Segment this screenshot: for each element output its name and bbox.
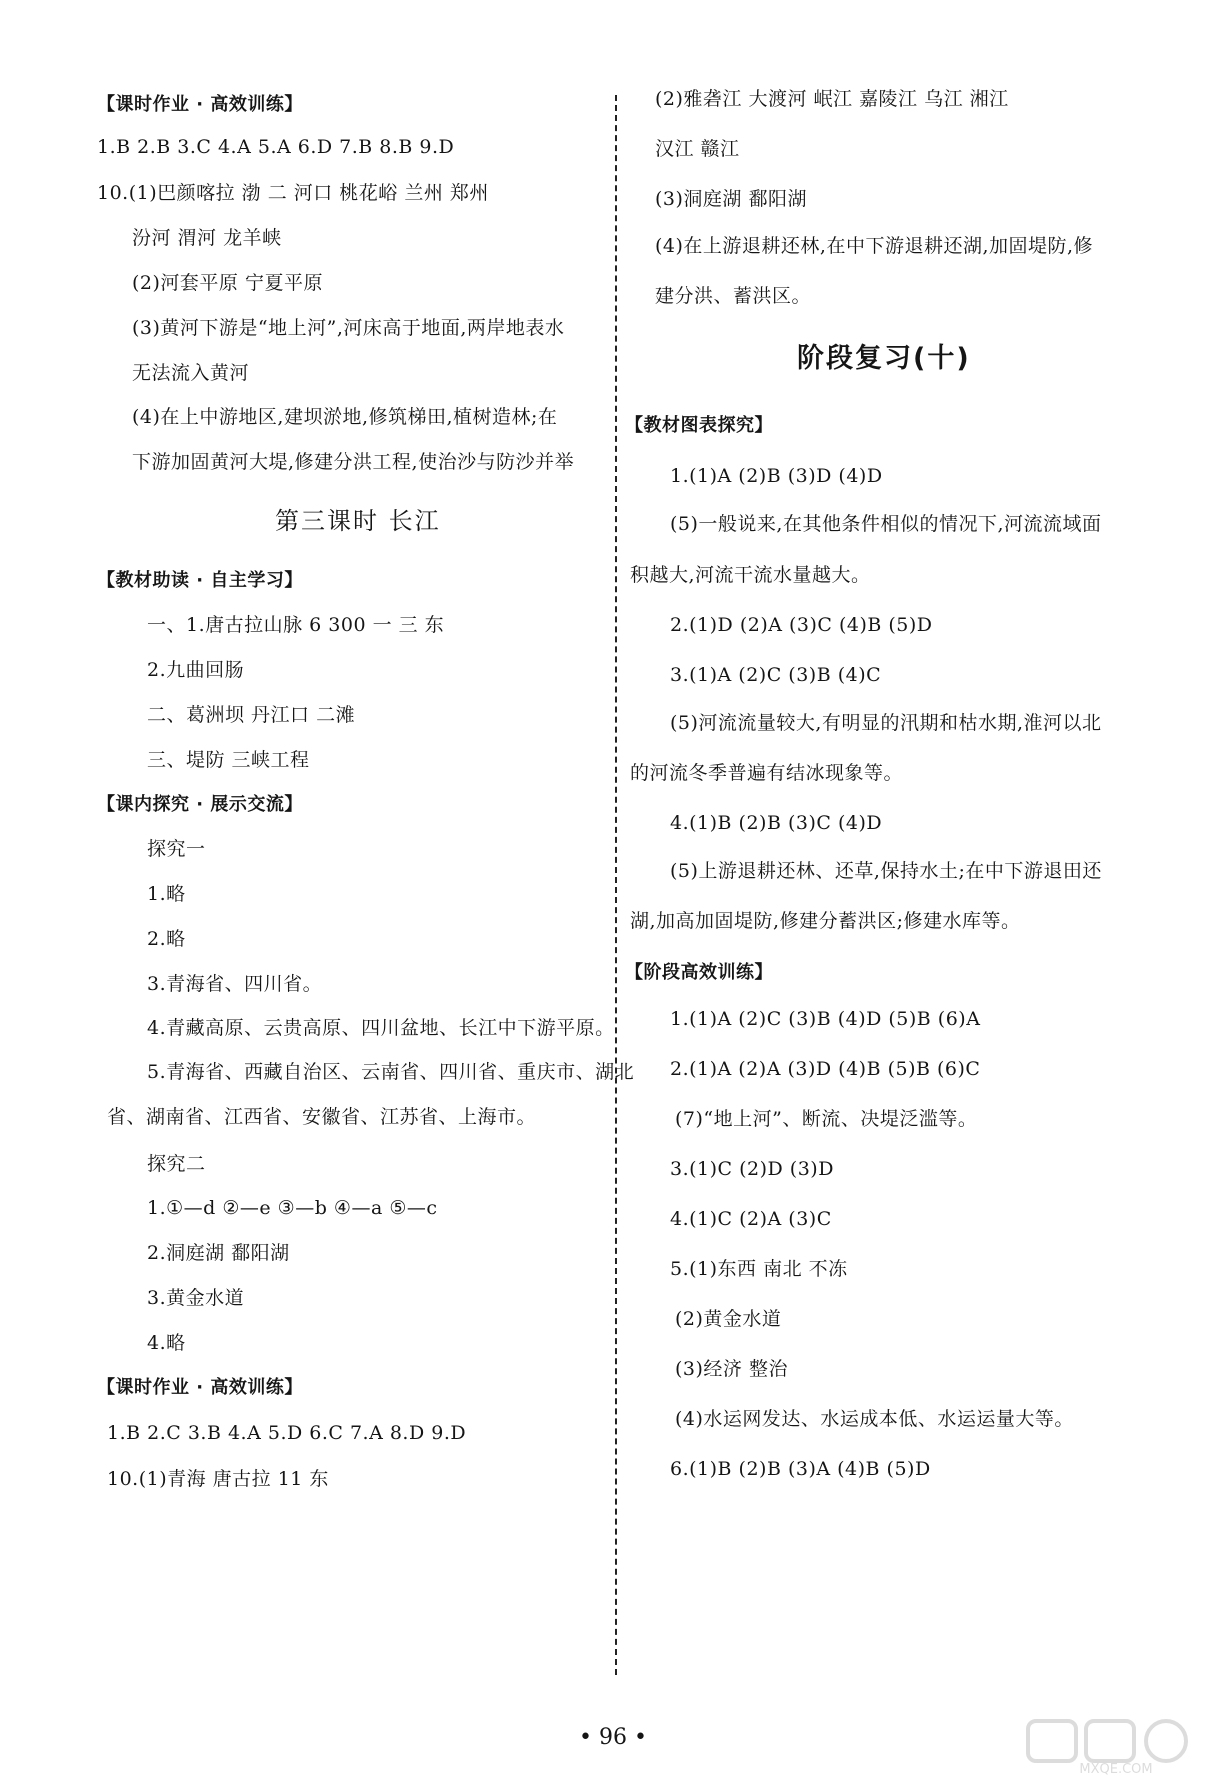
lesson-title: 第三课时 长江 [275, 507, 441, 535]
answer-line: 1.(1)A (2)C (3)B (4)D (5)B (6)A [670, 1008, 981, 1030]
answer-line: (4)水运网发达、水运成本低、水运运量大等。 [675, 1408, 1074, 1430]
answer-line: 2.(1)D (2)A (3)C (4)B (5)D [670, 614, 933, 636]
answer-line: 二、葛洲坝 丹江口 二滩 [147, 704, 356, 726]
answer-line: 下游加固黄河大堤,修建分洪工程,使治沙与防沙并举 [132, 451, 575, 473]
answer-line: 3.黄金水道 [147, 1287, 245, 1309]
answer-line: 3.(1)C (2)D (3)D [670, 1158, 834, 1180]
answer-line: 湖,加高加固堤防,修建分蓄洪区;修建水库等。 [630, 910, 1021, 932]
answer-line: 3.(1)A (2)C (3)B (4)C [670, 664, 882, 686]
answer-line: 4.青藏高原、云贵高原、四川盆地、长江中下游平原。 [147, 1017, 615, 1039]
answer-line: 汾河 渭河 龙羊峡 [132, 227, 282, 249]
answer-line: 4.(1)B (2)B (3)C (4)D [670, 812, 883, 834]
answer-line: (7)“地上河”、断流、决堤泛滥等。 [675, 1108, 978, 1130]
answer-line: 10.(1)巴颜喀拉 渤 二 河口 桃花峪 兰州 郑州 [97, 182, 489, 204]
subheading: 探究一 [147, 838, 206, 860]
answer-line: 省、湖南省、江西省、安徽省、江苏省、上海市。 [107, 1106, 537, 1128]
section-header-reading: 【教材助读 · 自主学习】 [97, 570, 303, 591]
answer-line: (4)在上中游地区,建坝淤地,修筑梯田,植树造林;在 [132, 406, 558, 428]
answer-line: 的河流冬季普遍有结冰现象等。 [630, 762, 904, 784]
answer-line: (5)一般说来,在其他条件相似的情况下,河流流域面 [670, 513, 1102, 535]
answer-line: 汉江 赣江 [655, 138, 740, 160]
answer-line: 6.(1)B (2)B (3)A (4)B (5)D [670, 1458, 931, 1480]
answer-line: 无法流入黄河 [132, 362, 250, 384]
answer-line: 建分洪、蓄洪区。 [655, 285, 812, 307]
answer-line: 10.(1)青海 唐古拉 11 东 [107, 1468, 329, 1490]
section-header-homework: 【课时作业 · 高效训练】 [97, 1377, 303, 1398]
answer-line: (3)黄河下游是“地上河”,河床高于地面,两岸地表水 [132, 317, 565, 339]
section-header-homework: 【课时作业 · 高效训练】 [97, 94, 303, 115]
answer-line: (3)经济 整治 [675, 1358, 788, 1380]
column-divider [615, 95, 617, 1675]
section-header-inquiry: 【课内探究 · 展示交流】 [97, 794, 303, 815]
answer-line: 1.略 [147, 883, 186, 905]
answer-line: 3.青海省、四川省。 [147, 973, 323, 995]
answer-line: 2.略 [147, 928, 186, 950]
answer-line: (2)河套平原 宁夏平原 [132, 272, 323, 294]
answer-line: (5)上游退耕还林、还草,保持水土;在中下游退田还 [670, 860, 1102, 882]
answer-line: 1.B 2.B 3.C 4.A 5.A 6.D 7.B 8.B 9.D [97, 136, 455, 158]
answer-line: (2)黄金水道 [675, 1308, 782, 1330]
answer-line: 2.洞庭湖 鄱阳湖 [147, 1242, 290, 1264]
answer-line: 三、堤防 三峡工程 [147, 749, 310, 771]
answer-line: 积越大,河流干流水量越大。 [630, 564, 871, 586]
section-header-charts: 【教材图表探究】 [625, 415, 773, 436]
answer-line: 4.略 [147, 1332, 186, 1354]
watermark-text: MXQE.COM [1079, 1762, 1153, 1775]
answer-line: (4)在上游退耕还林,在中下游退耕还湖,加固堤防,修 [655, 235, 1094, 257]
page-number: • 96 • [579, 1725, 647, 1750]
answer-line: (2)雅砻江 大渡河 岷江 嘉陵江 乌江 湘江 [655, 88, 1009, 110]
answer-line: 1.(1)A (2)B (3)D (4)D [670, 465, 883, 487]
answer-line: 2.(1)A (2)A (3)D (4)B (5)B (6)C [670, 1058, 981, 1080]
section-header-training: 【阶段高效训练】 [625, 962, 773, 983]
review-title: 阶段复习(十) [797, 343, 971, 374]
answer-line: 1.B 2.C 3.B 4.A 5.D 6.C 7.A 8.D 9.D [107, 1422, 467, 1444]
answer-line: 一、1.唐古拉山脉 6 300 一 三 东 [147, 614, 445, 636]
subheading: 探究二 [147, 1153, 206, 1175]
answer-line: (3)洞庭湖 鄱阳湖 [655, 188, 807, 210]
answer-line: 5.青海省、西藏自治区、云南省、四川省、重庆市、湖北 [147, 1061, 635, 1083]
answer-line: 1.①—d ②—e ③—b ④—a ⑤—c [147, 1197, 438, 1219]
answer-line: 2.九曲回肠 [147, 659, 245, 681]
answer-line: 5.(1)东西 南北 不冻 [670, 1258, 848, 1280]
answer-line: (5)河流流量较大,有明显的汛期和枯水期,淮河以北 [670, 712, 1102, 734]
watermark-logo-icon [1026, 1715, 1206, 1775]
answer-line: 4.(1)C (2)A (3)C [670, 1208, 832, 1230]
